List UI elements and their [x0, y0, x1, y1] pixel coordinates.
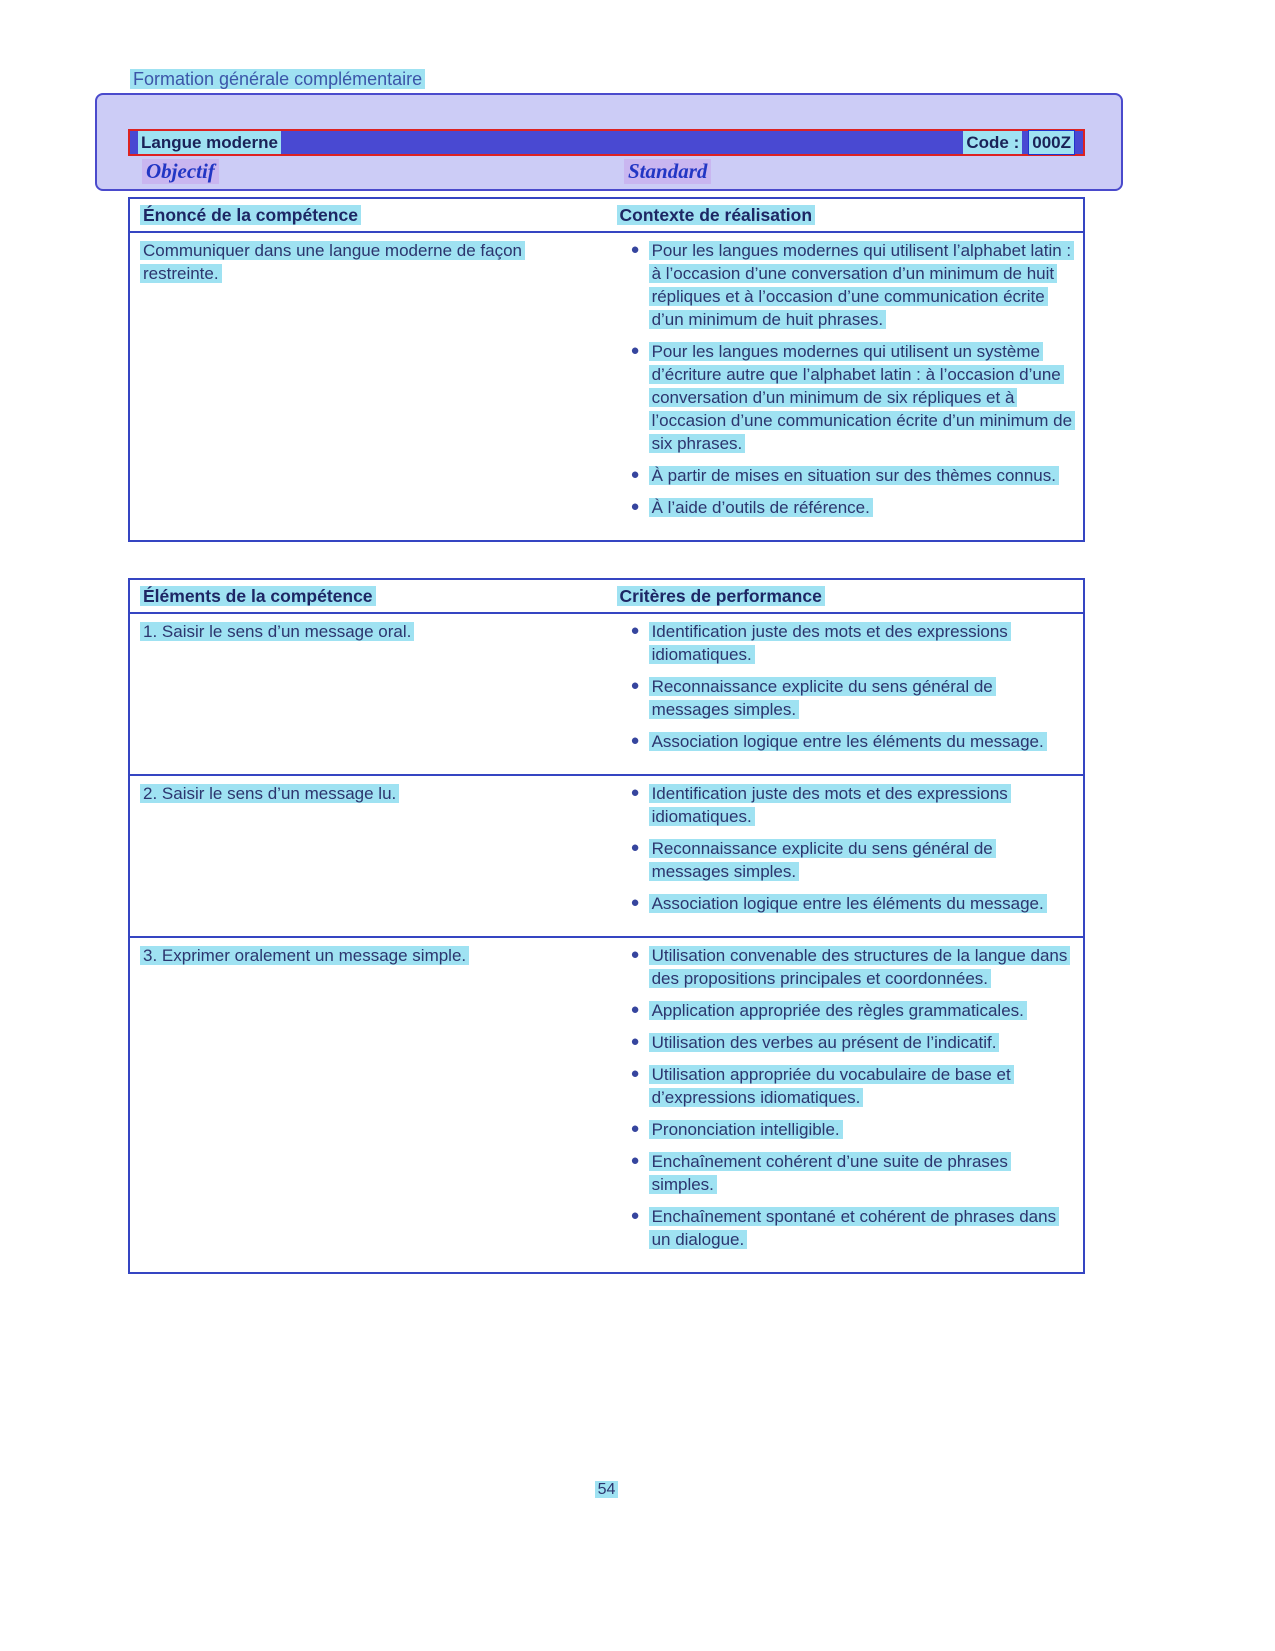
bullet-icon: ●	[630, 784, 640, 801]
competence-table	[128, 197, 1085, 542]
table-row	[130, 936, 1083, 1272]
criteria-bullet-list	[607, 776, 1084, 936]
bullet-text	[649, 1205, 1073, 1251]
bullet-text-content: Reconnaissance explicite du sens général de messages simples.	[649, 677, 996, 719]
list-item	[631, 1063, 1074, 1109]
bullet-text	[649, 1150, 1073, 1196]
bullet-text	[649, 730, 1073, 753]
list-item	[631, 837, 1074, 883]
bullet-text-content: Association logique entre les éléments du message.	[649, 732, 1047, 751]
element-text: 1. Saisir le sens d’un message oral.	[140, 622, 414, 641]
bullet-icon: ●	[630, 241, 640, 258]
element-text: 3. Exprimer oralement un message simple.	[140, 946, 469, 965]
bullet-text-content: Application appropriée des règles grammaticales.	[649, 1001, 1027, 1020]
element-cell	[130, 938, 607, 1272]
header-elements: Éléments de la compétence	[140, 586, 376, 606]
table-row	[130, 614, 1083, 774]
section-header	[130, 68, 425, 91]
bullet-text-content: À partir de mises en situation sur des thèmes connus.	[649, 466, 1059, 485]
list-item	[631, 944, 1074, 990]
bullet-icon: ●	[630, 1152, 640, 1169]
bullet-text	[649, 620, 1073, 666]
bullet-icon: ●	[630, 1120, 640, 1137]
bullet-text-content: Utilisation des verbes au présent de l’indicatif.	[649, 1033, 1000, 1052]
list-item	[631, 730, 1074, 753]
list-item	[631, 892, 1074, 915]
criteria-bullet-list	[607, 938, 1084, 1272]
bullet-text-content: Prononciation intelligible.	[649, 1120, 843, 1139]
bullet-icon: ●	[630, 1207, 640, 1224]
list-item	[631, 675, 1074, 721]
header-cell-criteres	[607, 580, 1084, 612]
list-item	[631, 496, 1074, 519]
objectif-standard-row	[97, 157, 1121, 191]
bullet-icon: ●	[630, 677, 640, 694]
competence-statement: Communiquer dans une langue moderne de façon restreinte.	[140, 241, 525, 283]
bullet-text	[649, 464, 1073, 487]
bullet-text-content: Pour les langues modernes qui utilisent l’alphabet latin : à l’occasion d’une conversation d’un minimum de huit répliques et à l’occasion d’une communication écrite d’un minimum de huit phrases.	[649, 241, 1075, 329]
bullet-text	[649, 1118, 1073, 1141]
list-item	[631, 782, 1074, 828]
list-item	[631, 999, 1074, 1022]
bullet-text	[649, 944, 1073, 990]
bullet-text	[649, 782, 1073, 828]
bullet-icon: ●	[630, 498, 640, 515]
bullet-text	[649, 239, 1073, 331]
bullet-text-content: Utilisation appropriée du vocabulaire de base et d’expressions idiomatiques.	[649, 1065, 1014, 1107]
element-cell	[130, 614, 607, 774]
bullet-text-content: Enchaînement spontané et cohérent de phrases dans un dialogue.	[649, 1207, 1060, 1249]
bullet-text	[649, 892, 1073, 915]
bullet-text-content: Utilisation convenable des structures de la langue dans des propositions principales et coordonnées.	[649, 946, 1071, 988]
bullet-icon: ●	[630, 466, 640, 483]
table-row	[130, 774, 1083, 936]
bullet-text-content: À l’aide d’outils de référence.	[649, 498, 873, 517]
header-enonce: Énoncé de la compétence	[140, 205, 361, 225]
competence-row	[130, 233, 1083, 540]
code-label: Code :	[963, 131, 1022, 154]
bullet-text-content: Reconnaissance explicite du sens général de messages simples.	[649, 839, 996, 881]
list-item	[631, 340, 1074, 455]
bullet-text-content: Association logique entre les éléments du message.	[649, 894, 1047, 913]
competence-table-header	[130, 199, 1083, 233]
list-item	[631, 1150, 1074, 1196]
section-header-text: Formation générale complémentaire	[130, 69, 425, 89]
bullet-text	[649, 340, 1073, 455]
page-number-text: 54	[595, 1481, 619, 1498]
objectif-heading: Objectif	[142, 159, 219, 184]
bullet-icon: ●	[630, 622, 640, 639]
bullet-icon: ●	[630, 946, 640, 963]
list-item	[631, 239, 1074, 331]
course-title-box	[95, 93, 1123, 191]
list-item	[631, 1118, 1074, 1141]
bullet-text-content: Identification juste des mots et des expressions idiomatiques.	[649, 784, 1011, 826]
criteria-bullet-list	[607, 614, 1084, 774]
bullet-text-content: Enchaînement cohérent d’une suite de phrases simples.	[649, 1152, 1011, 1194]
context-bullet-list	[607, 233, 1084, 540]
bullet-text-content: Pour les langues modernes qui utilisent un système d’écriture autre que l’alphabet latin : à l’occasion d’une conversation d’un minimum de six répliques et à l’occasion d’une communication écrite d’un minimum de six phrases.	[649, 342, 1075, 453]
bullet-text	[649, 1031, 1073, 1054]
header-cell-elements	[130, 580, 607, 612]
elements-table	[128, 578, 1085, 1274]
course-bar	[128, 129, 1085, 156]
course-code	[963, 130, 1075, 155]
bullet-icon: ●	[630, 894, 640, 911]
bullet-icon: ●	[630, 839, 640, 856]
bullet-icon: ●	[630, 1033, 640, 1050]
bullet-text	[649, 999, 1073, 1022]
page-number	[128, 1478, 1085, 1501]
bullet-icon: ●	[630, 1065, 640, 1082]
header-cell-enonce	[130, 199, 607, 231]
list-item	[631, 1205, 1074, 1251]
course-name: Langue moderne	[138, 131, 281, 154]
header-contexte: Contexte de réalisation	[617, 205, 816, 225]
standard-heading: Standard	[624, 159, 711, 184]
list-item	[631, 620, 1074, 666]
bullet-icon: ●	[630, 342, 640, 359]
bullet-text	[649, 837, 1073, 883]
bullet-text	[649, 1063, 1073, 1109]
elements-table-header	[130, 580, 1083, 614]
header-cell-contexte	[607, 199, 1084, 231]
element-cell	[130, 776, 607, 936]
element-text: 2. Saisir le sens d’un message lu.	[140, 784, 399, 803]
bullet-icon: ●	[630, 732, 640, 749]
bullet-text-content: Identification juste des mots et des expressions idiomatiques.	[649, 622, 1011, 664]
list-item	[631, 1031, 1074, 1054]
list-item	[631, 464, 1074, 487]
header-criteres: Critères de performance	[617, 586, 825, 606]
bullet-icon: ●	[630, 1001, 640, 1018]
competence-statement-cell	[130, 233, 607, 540]
bullet-text	[649, 496, 1073, 519]
bullet-text	[649, 675, 1073, 721]
code-value: 000Z	[1028, 130, 1075, 155]
